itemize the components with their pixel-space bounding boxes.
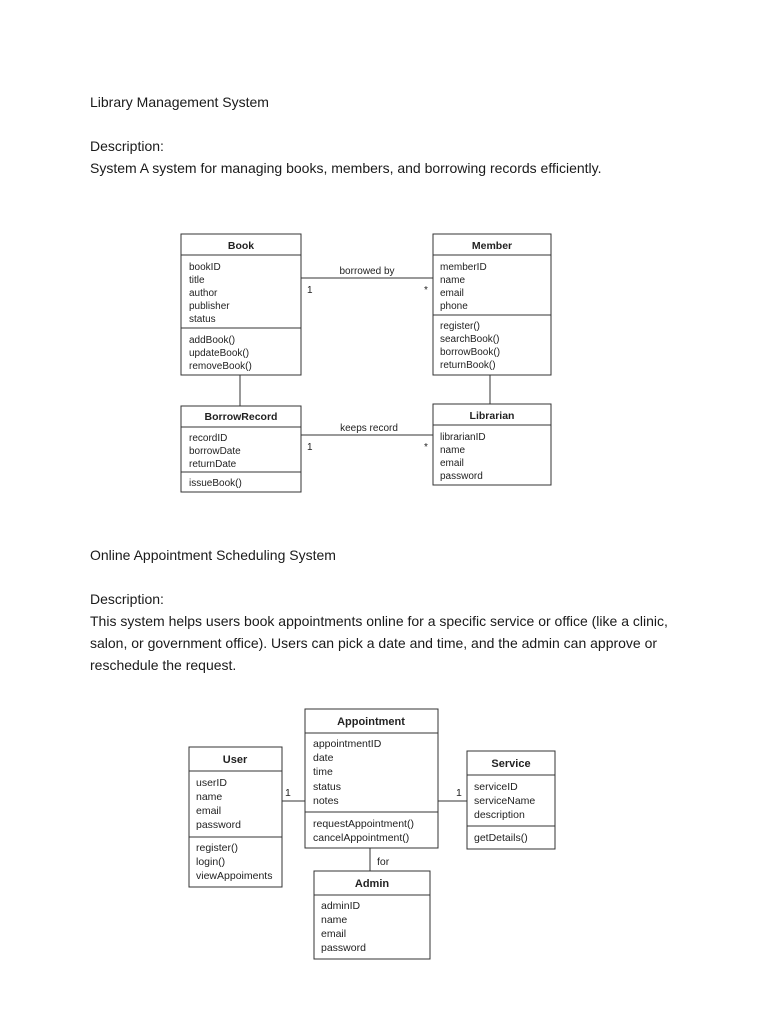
attr-phone: phone (440, 301, 468, 312)
method-searchbook: searchBook() (440, 334, 500, 345)
association-label: borrowed by (339, 266, 395, 277)
association-label: for (377, 856, 390, 868)
description-line: This system helps users book appointments online for a specific service or office (like a clinic, (90, 613, 668, 629)
method-borrowbook: borrowBook() (440, 347, 501, 358)
attr-servicename: serviceName (474, 795, 536, 807)
method-getdetails: getDetails() (474, 832, 528, 844)
class-librarian-name: Librarian (469, 410, 515, 422)
association-for (370, 848, 390, 871)
method-issuebook: issueBook() (189, 478, 242, 489)
association-label: keeps record (340, 423, 398, 434)
attr-name: name (440, 275, 466, 286)
multiplicity-right: * (424, 442, 428, 453)
attr-userid: userID (196, 777, 227, 789)
attr-publisher: publisher (189, 301, 230, 312)
attr-appointmentid: appointmentID (313, 738, 382, 750)
association-service-appointment (438, 787, 467, 801)
attr-password: password (440, 471, 483, 482)
attr-title: title (189, 275, 205, 286)
attr-password: password (196, 819, 241, 831)
attr-password: password (321, 942, 366, 954)
attr-description: description (474, 809, 525, 821)
attr-email: email (321, 928, 347, 940)
description-line: salon, or government office). Users can pick a date and time, and the admin can approve or (90, 635, 658, 651)
description-line: reschedule the request. (90, 657, 237, 673)
attr-serviceid: serviceID (474, 781, 518, 793)
method-register: register() (440, 321, 481, 332)
attr-name: name (321, 914, 348, 926)
class-admin (314, 871, 430, 959)
multiplicity-left: 1 (307, 442, 313, 453)
attr-memberid: memberID (440, 262, 487, 273)
attr-status: status (189, 314, 216, 325)
attr-borrowdate: borrowDate (189, 446, 241, 457)
attr-name: name (196, 791, 223, 803)
method-addbook: addBook() (189, 335, 236, 346)
method-viewappoiments: viewAppoiments (196, 870, 273, 882)
method-updatebook: updateBook() (189, 348, 250, 359)
class-book-name: Book (227, 240, 255, 252)
attr-adminid: adminID (321, 900, 361, 912)
class-member-name: Member (471, 240, 513, 252)
attr-email: email (196, 805, 222, 817)
attr-author: author (189, 288, 218, 299)
class-appointment-name: Appointment (337, 716, 405, 728)
method-login: login() (196, 856, 226, 868)
class-user (189, 747, 282, 887)
class-service-name: Service (491, 758, 531, 770)
method-requestappointment: requestAppointment() (313, 818, 414, 830)
attr-email: email (440, 458, 464, 469)
attr-time: time (313, 766, 333, 778)
attr-returndate: returnDate (189, 459, 237, 470)
attr-date: date (313, 752, 334, 764)
method-returnbook: returnBook() (440, 360, 496, 371)
attr-email: email (440, 288, 464, 299)
class-admin-name: Admin (354, 878, 390, 890)
description-text-library: System A system for managing books, members, and borrowing records efficiently. (90, 160, 602, 176)
attr-notes: notes (313, 795, 339, 807)
attr-name: name (440, 445, 466, 456)
class-service (467, 751, 555, 849)
class-user-name: User (222, 754, 248, 766)
multiplicity-left: 1 (307, 285, 313, 296)
attr-bookid: bookID (189, 262, 221, 273)
section-title-library: Library Management System (90, 94, 269, 110)
association-user-appointment (282, 787, 305, 801)
description-label-appointment: Description: (90, 591, 164, 607)
method-cancelappointment: cancelAppointment() (313, 832, 410, 844)
description-label-library: Description: (90, 138, 164, 154)
method-removebook: removeBook() (189, 361, 252, 372)
attr-status: status (313, 781, 342, 793)
attr-recordid: recordID (189, 433, 228, 444)
class-borrowrecord-name: BorrowRecord (204, 411, 278, 423)
multiplicity-right: * (424, 285, 428, 296)
multiplicity: 1 (285, 787, 291, 799)
attr-librarianid: librarianID (440, 432, 486, 443)
multiplicity: 1 (456, 787, 462, 799)
class-appointment (305, 709, 438, 848)
method-register: register() (196, 842, 239, 854)
section-title-appointment: Online Appointment Scheduling System (90, 547, 336, 563)
